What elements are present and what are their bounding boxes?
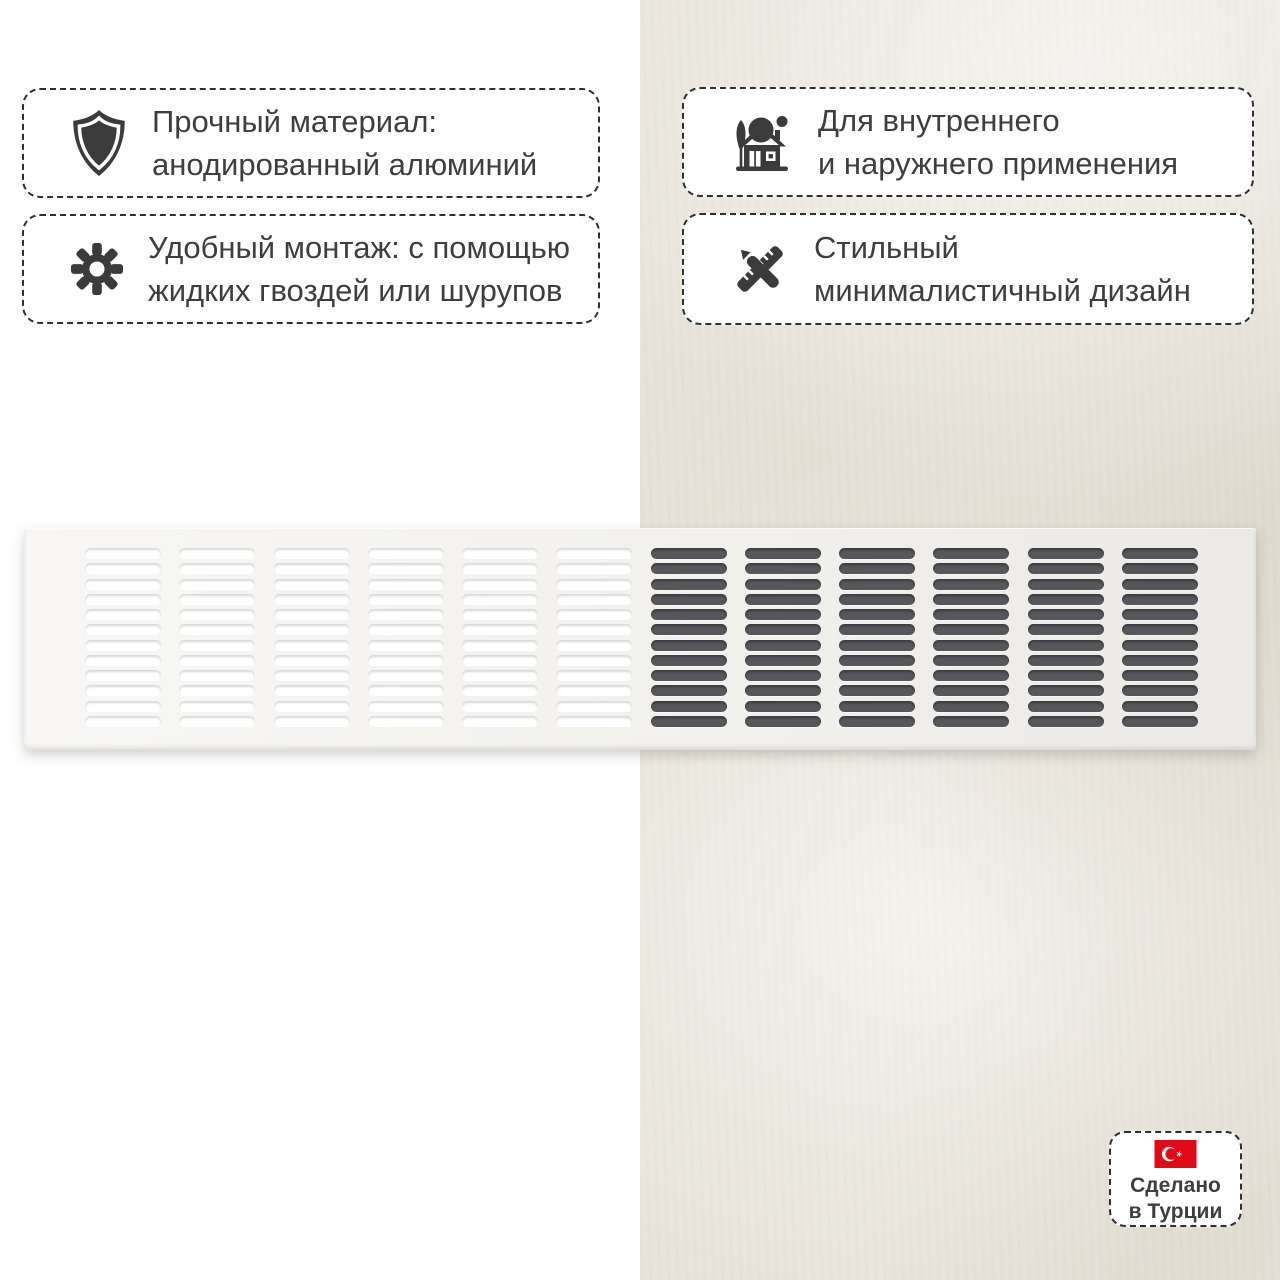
- vent-slot: [839, 670, 915, 681]
- vent-slot: [745, 670, 821, 681]
- vent-slot: [179, 594, 255, 605]
- vent-slot: [1028, 716, 1104, 727]
- vent-slot: [651, 640, 727, 651]
- vent-slot: [1028, 609, 1104, 620]
- vent-slot: [1122, 701, 1198, 712]
- vent-slot: [1028, 624, 1104, 635]
- vent-slot: [651, 594, 727, 605]
- vent-slot: [933, 701, 1009, 712]
- vent-slot: [651, 685, 727, 696]
- vent-slot: [651, 579, 727, 590]
- vent-slot: [839, 655, 915, 666]
- feature-text-line: анодированный алюминий: [152, 147, 538, 182]
- vent-slot: [556, 548, 632, 559]
- slot-row: [85, 609, 1198, 620]
- vent-slot: [933, 609, 1009, 620]
- vent-slot: [368, 685, 444, 696]
- vent-slot: [745, 685, 821, 696]
- vent-slot: [745, 655, 821, 666]
- vent-slot: [1028, 670, 1104, 681]
- vent-slot: [745, 716, 821, 727]
- vent-slot: [1028, 579, 1104, 590]
- vent-slot: [1122, 548, 1198, 559]
- vent-slot: [274, 701, 350, 712]
- vent-slot: [274, 579, 350, 590]
- vent-slot: [274, 716, 350, 727]
- slot-row: [85, 594, 1198, 605]
- vent-slot: [85, 579, 161, 590]
- vent-slot: [651, 701, 727, 712]
- vent-slot: [839, 685, 915, 696]
- slot-row: [85, 624, 1198, 635]
- vent-slot: [1028, 685, 1104, 696]
- vent-slot: [274, 624, 350, 635]
- vent-slot: [839, 716, 915, 727]
- vent-slot: [1028, 563, 1104, 574]
- feature-text-line: жидких гвоздей или шурупов: [148, 273, 563, 308]
- vent-slot: [179, 701, 255, 712]
- vent-slot: [556, 655, 632, 666]
- badge-text-line: в Турции: [1128, 1199, 1223, 1223]
- vent-slot: [368, 701, 444, 712]
- vent-slot: [85, 655, 161, 666]
- badge-text-line: Сделано: [1130, 1173, 1221, 1197]
- vent-slot: [85, 701, 161, 712]
- vent-slot: [651, 563, 727, 574]
- vent-slot: [1028, 655, 1104, 666]
- vent-slot: [179, 640, 255, 651]
- vent-slot: [368, 594, 444, 605]
- vent-slot: [933, 670, 1009, 681]
- vent-slot: [179, 670, 255, 681]
- vent-slot: [556, 640, 632, 651]
- vent-slot: [368, 655, 444, 666]
- vent-slot: [745, 563, 821, 574]
- vent-slot: [274, 670, 350, 681]
- vent-slot: [933, 655, 1009, 666]
- vent-slot: [179, 716, 255, 727]
- vent-slot: [933, 579, 1009, 590]
- vent-slot: [1122, 594, 1198, 605]
- slot-row: [85, 655, 1198, 666]
- vent-slot: [368, 548, 444, 559]
- vent-slot: [556, 624, 632, 635]
- vent-slot: [1122, 579, 1198, 590]
- vent-slot: [462, 640, 538, 651]
- vent-slot: [1122, 716, 1198, 727]
- vent-slot: [85, 670, 161, 681]
- vent-slot: [462, 609, 538, 620]
- vent-slot: [274, 594, 350, 605]
- vent-slot: [745, 640, 821, 651]
- pencil-ruler-icon: [732, 241, 788, 297]
- vent-slot: [85, 594, 161, 605]
- vent-slot: [85, 640, 161, 651]
- vent-slot: [274, 640, 350, 651]
- vent-slot: [85, 548, 161, 559]
- vent-slot: [462, 670, 538, 681]
- feature-text-line: Прочный материал:: [152, 104, 438, 139]
- vent-slot: [1122, 609, 1198, 620]
- vent-slot: [1122, 624, 1198, 635]
- shield-icon: [70, 109, 128, 177]
- vent-slot: [745, 548, 821, 559]
- vent-slot: [839, 579, 915, 590]
- vent-slot: [651, 716, 727, 727]
- vent-slot: [933, 563, 1009, 574]
- vent-slot: [745, 624, 821, 635]
- vent-slot: [556, 685, 632, 696]
- vent-slot: [179, 563, 255, 574]
- vent-slot: [368, 579, 444, 590]
- feature-text-line: и наружнего применения: [818, 146, 1179, 181]
- vent-slot: [745, 609, 821, 620]
- slot-row: [85, 685, 1198, 696]
- vent-slot: [651, 655, 727, 666]
- vent-slot: [274, 685, 350, 696]
- vent-slot: [1028, 640, 1104, 651]
- vent-slot: [651, 609, 727, 620]
- vent-slot: [85, 716, 161, 727]
- vent-slot: [839, 594, 915, 605]
- vent-slot: [274, 655, 350, 666]
- vent-slot: [274, 548, 350, 559]
- vent-slot: [1028, 594, 1104, 605]
- vent-slot: [1122, 685, 1198, 696]
- vent-slot: [462, 548, 538, 559]
- vent-slot: [556, 701, 632, 712]
- vent-grille-image: [24, 528, 1256, 750]
- vent-slot: [274, 609, 350, 620]
- made-in-turkey-badge: [1109, 1131, 1242, 1227]
- vent-slot: [1122, 655, 1198, 666]
- vent-slot: [274, 563, 350, 574]
- feature-text-line: Стильный: [814, 230, 959, 265]
- vent-slot: [651, 548, 727, 559]
- feature-card-material: [22, 88, 600, 198]
- vent-slot: [179, 655, 255, 666]
- vent-slot: [745, 701, 821, 712]
- slot-row: [85, 563, 1198, 574]
- vent-slot: [556, 563, 632, 574]
- feature-card-usage: [682, 87, 1254, 197]
- vent-slot: [933, 685, 1009, 696]
- feature-text-line: Для внутреннего: [818, 103, 1060, 138]
- vent-slot: [745, 579, 821, 590]
- vent-slot: [179, 579, 255, 590]
- slot-row: [85, 701, 1198, 712]
- vent-slot: [556, 594, 632, 605]
- feature-text: [814, 226, 1191, 312]
- vent-slot: [368, 716, 444, 727]
- vent-slot: [933, 716, 1009, 727]
- feature-text-line: минималистичный дизайн: [814, 273, 1191, 308]
- vent-slot: [462, 701, 538, 712]
- vent-grille-slots: [85, 548, 1198, 727]
- vent-slot: [651, 670, 727, 681]
- feature-text: [152, 100, 537, 186]
- badge-text: [1129, 1173, 1223, 1225]
- vent-slot: [1122, 640, 1198, 651]
- vent-slot: [1028, 701, 1104, 712]
- vent-slot: [462, 655, 538, 666]
- feature-text: [148, 226, 570, 312]
- vent-slot: [745, 594, 821, 605]
- vent-slot: [839, 609, 915, 620]
- vent-slot: [368, 609, 444, 620]
- vent-slot: [839, 640, 915, 651]
- vent-slot: [462, 716, 538, 727]
- house-icon: [732, 111, 792, 173]
- vent-slot: [462, 594, 538, 605]
- feature-card-design: [682, 213, 1254, 325]
- slot-row: [85, 640, 1198, 651]
- vent-slot: [179, 624, 255, 635]
- vent-slot: [839, 624, 915, 635]
- slot-row: [85, 548, 1198, 559]
- vent-slot: [556, 670, 632, 681]
- feature-text-line: Удобный монтаж: с помощью: [148, 230, 571, 265]
- slot-row: [85, 670, 1198, 681]
- turkey-flag-icon: [1154, 1140, 1197, 1168]
- vent-slot: [1122, 670, 1198, 681]
- gear-icon: [70, 242, 124, 296]
- vent-slot: [462, 563, 538, 574]
- vent-slot: [933, 624, 1009, 635]
- vent-slot: [839, 548, 915, 559]
- vent-slot: [368, 640, 444, 651]
- vent-slot: [179, 609, 255, 620]
- vent-slot: [85, 563, 161, 574]
- vent-slot: [839, 701, 915, 712]
- vent-slot: [933, 640, 1009, 651]
- slot-row: [85, 579, 1198, 590]
- vent-slot: [556, 716, 632, 727]
- feature-text: [818, 99, 1178, 185]
- vent-slot: [368, 670, 444, 681]
- vent-slot: [85, 624, 161, 635]
- vent-slot: [651, 624, 727, 635]
- vent-slot: [85, 685, 161, 696]
- vent-slot: [368, 624, 444, 635]
- vent-slot: [1028, 548, 1104, 559]
- vent-slot: [179, 548, 255, 559]
- vent-slot: [179, 685, 255, 696]
- vent-slot: [556, 579, 632, 590]
- vent-slot: [462, 579, 538, 590]
- slot-row: [85, 716, 1198, 727]
- vent-slot: [839, 563, 915, 574]
- vent-slot: [85, 609, 161, 620]
- vent-slot: [556, 609, 632, 620]
- feature-card-installation: [22, 214, 600, 324]
- vent-slot: [1122, 563, 1198, 574]
- vent-slot: [368, 563, 444, 574]
- vent-slot: [462, 685, 538, 696]
- vent-slot: [462, 624, 538, 635]
- vent-slot: [933, 548, 1009, 559]
- vent-slot: [933, 594, 1009, 605]
